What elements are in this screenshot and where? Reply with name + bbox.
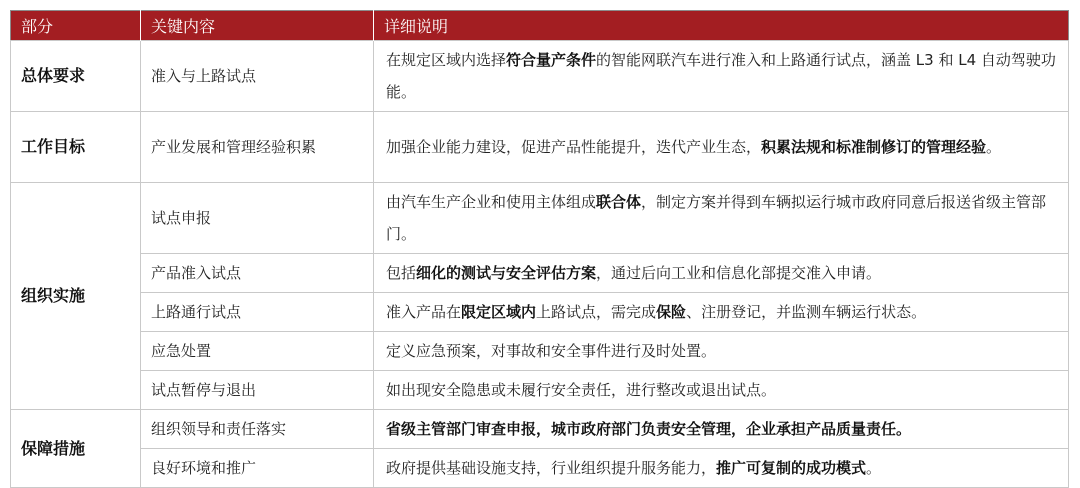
detail-text: 。 [866, 459, 882, 477]
detail-cell [374, 112, 1069, 183]
header-row [11, 11, 1069, 41]
key-cell: 试点暂停与退出 [141, 371, 374, 410]
header-key-content: 关键内容 [141, 11, 374, 41]
detail-cell [374, 410, 1069, 449]
table-row [11, 449, 1069, 488]
detail-text: ，制定方案并得到车辆拟运行城市政府同意后报送省级主管部门。 [386, 193, 1047, 243]
table-row [11, 41, 1069, 112]
detail-emphasis: 联合体 [596, 193, 642, 211]
detail-cell [374, 332, 1069, 371]
detail-text: 如出现安全隐患或未履行安全责任，进行整改或退出试点。 [386, 381, 777, 399]
table-row [11, 112, 1069, 183]
detail-cell [374, 254, 1069, 293]
detail-cell [374, 449, 1069, 488]
key-cell: 组织领导和责任落实 [141, 410, 374, 449]
table-body [11, 41, 1069, 488]
table-row [11, 293, 1069, 332]
detail-text: 定义应急预案，对事故和安全事件进行及时处置。 [386, 342, 717, 360]
key-cell: 产业发展和管理经验积累 [141, 112, 374, 183]
pilot-program-table [10, 10, 1069, 488]
table-row [11, 254, 1069, 293]
key-cell: 准入与上路试点 [141, 41, 374, 112]
detail-text: 加强企业能力建设，促进产品性能提升，迭代产业生态， [386, 138, 762, 156]
part-cell: 组织实施 [11, 183, 141, 410]
detail-text: 、注册登记，并监测车辆运行状态。 [686, 303, 927, 321]
key-cell: 试点申报 [141, 183, 374, 254]
part-cell: 总体要求 [11, 41, 141, 112]
detail-cell [374, 41, 1069, 112]
detail-cell [374, 293, 1069, 332]
detail-text: 政府提供基础设施支持，行业组织提升服务能力， [386, 459, 717, 477]
detail-text: ，通过后向工业和信息化部提交准入申请。 [596, 264, 882, 282]
detail-cell [374, 183, 1069, 254]
detail-text: 。 [986, 138, 1002, 156]
part-cell: 保障措施 [11, 410, 141, 488]
table-row [11, 410, 1069, 449]
header-part: 部分 [11, 11, 141, 41]
detail-text: 包括 [386, 264, 417, 282]
key-cell: 应急处置 [141, 332, 374, 371]
table-row [11, 371, 1069, 410]
detail-text: 由汽车生产企业和使用主体组成 [386, 193, 597, 211]
key-cell: 产品准入试点 [141, 254, 374, 293]
header-detail: 详细说明 [374, 11, 1069, 41]
detail-emphasis: 推广可复制的成功模式 [716, 459, 867, 477]
detail-cell [374, 371, 1069, 410]
table-row [11, 183, 1069, 254]
table-row [11, 332, 1069, 371]
detail-text: 在规定区域内选择 [386, 51, 507, 69]
detail-text: 上路试点，需完成 [536, 303, 657, 321]
detail-emphasis: 保险 [656, 303, 687, 321]
key-cell: 良好环境和推广 [141, 449, 374, 488]
detail-text: 的智能网联汽车进行准入和上路通行试点，涵盖 L3 和 L4 自动驾驶功能。 [386, 51, 1056, 101]
detail-emphasis: 积累法规和标准制修订的管理经验 [761, 138, 987, 156]
detail-emphasis: 细化的测试与安全评估方案 [416, 264, 597, 282]
detail-text: 准入产品在 [386, 303, 462, 321]
detail-emphasis: 符合量产条件 [506, 51, 597, 69]
detail-emphasis: 省级主管部门审查申报，城市政府部门负责安全管理，企业承担产品质量责任。 [386, 420, 912, 438]
detail-emphasis: 限定区域内 [461, 303, 537, 321]
key-cell: 上路通行试点 [141, 293, 374, 332]
part-cell: 工作目标 [11, 112, 141, 183]
